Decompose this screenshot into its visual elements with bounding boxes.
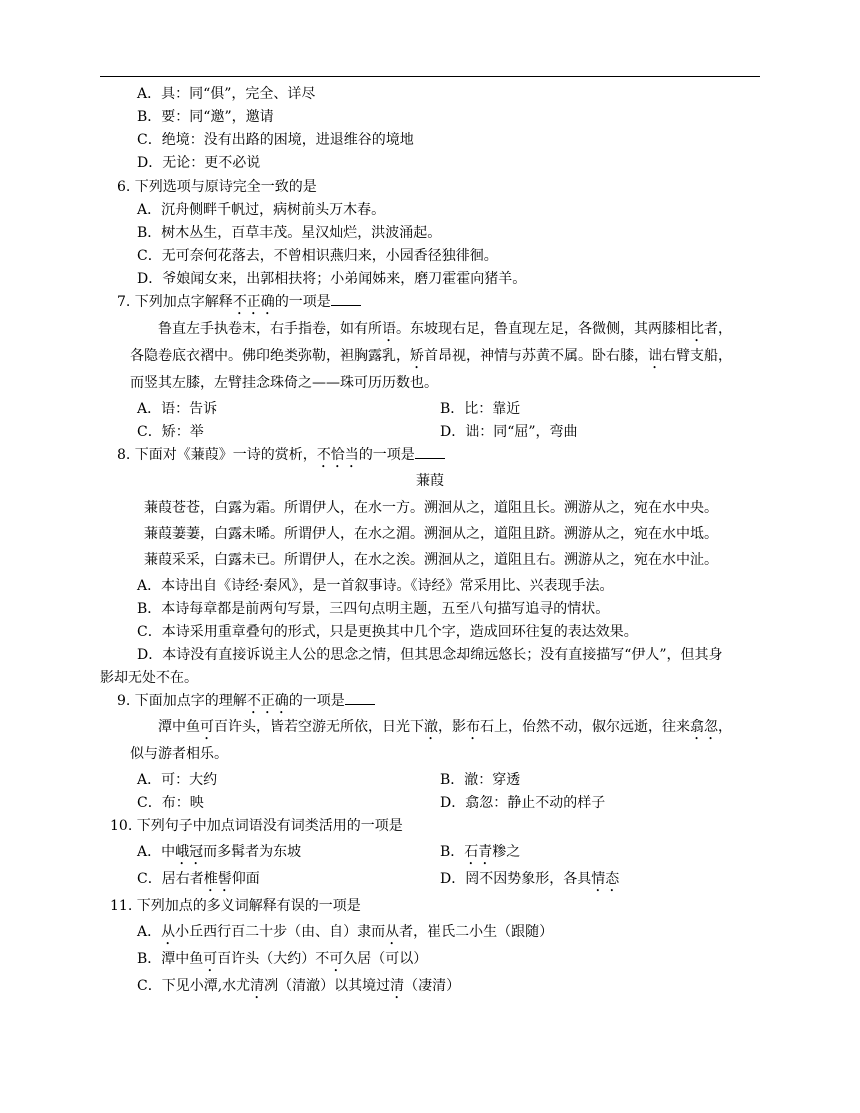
q8-option-d: D．本诗没有直接诉说主人公的思念之情，但其思念却绵远悠长；没有直接描写“伊人”，但其身: [137, 647, 723, 663]
poem-title: 蒹葭: [416, 473, 444, 489]
q9-passage-line1: 潭中鱼可百许头，皆若空游无所依，日光下澈，影布石上，佁然不动，俶尔远逝，往来翕忽，: [158, 719, 732, 735]
q9-option-a: A．可：大约: [137, 772, 218, 788]
q5-option-b: B．要：同“邀”，邀请: [137, 109, 274, 125]
answer-blank: [415, 446, 445, 459]
q10-option-c: C．居右者椎髻仰面: [137, 871, 260, 887]
q8-option-c: C．本诗采用重章叠句的形式，只是更换其中几个字，造成回环往复的表达效果。: [137, 624, 638, 640]
q10-option-b: B．石青糁之: [440, 844, 521, 860]
poem-stanza-3: 蒹葭采采，白露未已。所谓伊人，在水之涘。溯洄从之，道阻且右。溯游从之，宛在水中沚。: [144, 552, 718, 568]
answer-blank: [331, 293, 361, 306]
q7-passage-line1: 鲁直左手执卷末，右手指卷，如有所语。东坡现右足，鲁直现左足，各微侧，其两膝相比者，: [158, 321, 732, 337]
q11-option-c: C．下见小潭,水尤清冽（清澈）以其境过清（凄清）: [137, 978, 461, 994]
q6-option-b: B．树木丛生，百草丰茂。星汉灿烂，洪波涌起。: [137, 225, 442, 241]
q11-stem: 11. 下列加点的多义词解释有误的一项是: [110, 898, 361, 914]
q6-option-a: A．沉舟侧畔千帆过，病树前头万木春。: [137, 202, 386, 218]
q9-stem: 9. 下面加点字的理解不正确的一项是: [117, 690, 375, 717]
q11-option-b: B．潭中鱼可百许头（大约）不可久居（可以）: [137, 951, 428, 967]
q5-option-c: C．绝境：没有出路的困境，进退维谷的境地: [137, 132, 414, 148]
q6-option-d: D．爷娘闻女来，出郭相扶将；小弟闻姊来，磨刀霍霍向猪羊。: [137, 271, 527, 287]
q8-option-a: A．本诗出自《诗经·秦风》，是一首叙事诗。《诗经》常采用比、兴表现手法。: [137, 578, 614, 594]
q7-option-d: D．诎：同“屈”，弯曲: [440, 424, 578, 440]
poem-stanza-2: 蒹葭萋萋，白露未晞。所谓伊人，在水之湄。溯洄从之，道阻且跻。溯游从之，宛在水中坻。: [144, 526, 718, 542]
q5-option-a: A．具：同“俱”，完全、详尽: [137, 86, 316, 102]
q8-option-d-cont: 影却无处不在。: [100, 670, 198, 686]
q11-option-a: A．从小丘西行百二十步（由、自）隶而从者，崔氏二小生（跟随）: [137, 924, 554, 940]
q9-passage-line2: 似与游者相乐。: [130, 746, 228, 762]
q7-passage-line3: 而竖其左膝，左臂挂念珠倚之——珠可历历数也。: [130, 375, 438, 391]
poem-stanza-1: 蒹葭苍苍，白露为霜。所谓伊人，在水一方。溯洄从之，道阻且长。溯游从之，宛在水中央。: [144, 500, 718, 516]
q10-option-a: A．中峨冠而多髯者为东坡: [137, 844, 302, 860]
q7-passage-line2: 各隐卷底衣褶中。佛印绝类弥勒，袒胸露乳，矫首昂视，神情与苏黄不属。卧右膝，诎右臂支船，: [130, 348, 732, 364]
header-rule: [100, 76, 760, 77]
q5-option-d: D．无论：更不必说: [137, 155, 261, 171]
q7-option-b: B．比：靠近: [440, 401, 521, 417]
q9-option-c: C．布：映: [137, 795, 204, 811]
q7-stem: 7. 下列加点字解释不正确的一项是: [117, 291, 361, 318]
q7-option-c: C．矫：举: [137, 424, 204, 440]
q9-option-d: D．翕忽：静止不动的样子: [440, 795, 606, 811]
q7-option-a: A．语：告诉: [137, 401, 218, 417]
q8-stem: 8. 下面对《蒹葭》一诗的赏析，不恰当的一项是: [117, 444, 445, 471]
answer-blank: [345, 692, 375, 705]
q6-stem: 6. 下列选项与原诗完全一致的是: [117, 179, 317, 195]
q9-option-b: B．澈：穿透: [440, 772, 521, 788]
q10-option-d: D．罔不因势象形，各具情态: [440, 871, 620, 887]
q10-stem: 10. 下列句子中加点词语没有词类活用的一项是: [110, 818, 403, 834]
q6-option-c: C．无可奈何花落去，不曾相识燕归来，小园香径独徘徊。: [137, 248, 498, 264]
q8-option-b: B．本诗每章都是前两句写景，三四句点明主题，五至八句描写追寻的情状。: [137, 601, 610, 617]
